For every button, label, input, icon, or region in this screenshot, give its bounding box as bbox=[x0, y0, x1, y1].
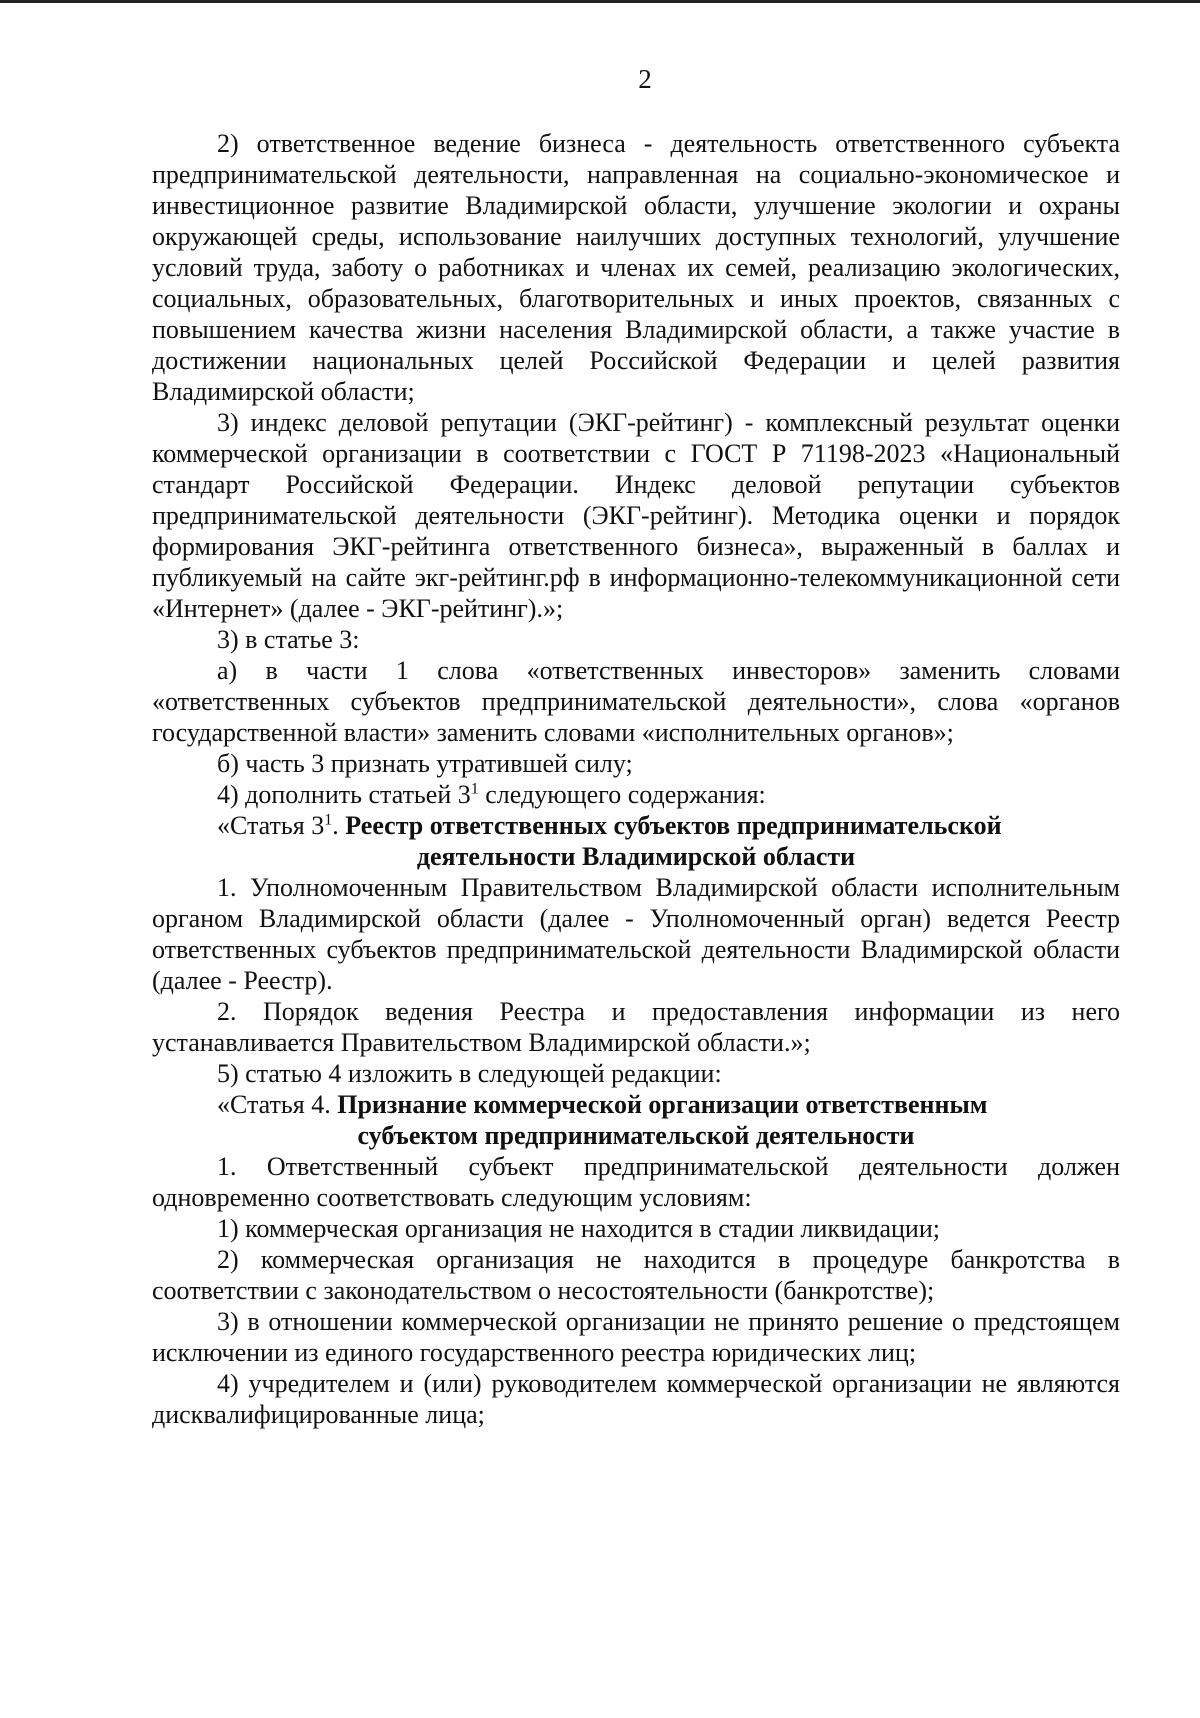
paragraph-registry-2: 2. Порядок ведения Реестра и предоставления информации из него устанавливается Правительством Владимирской области.»; bbox=[152, 997, 1120, 1057]
article-4-title: Признание коммерческой организации ответственным bbox=[337, 1090, 988, 1119]
add-article-text-end: следующего содержания: bbox=[478, 780, 766, 809]
document-body bbox=[152, 128, 1120, 1430]
add-article-superscript: 1 bbox=[470, 780, 479, 798]
paragraph-condition-2: 2) коммерческая организация не находится в процедуре банкротства в соответствии с законодательством о несостоятельности (банкротстве); bbox=[152, 1245, 1120, 1305]
paragraph-ekg-rating: 3) индекс деловой репутации (ЭКГ-рейтинг) - комплексный результат оценки коммерческой организации в соответствии с ГОСТ Р 71198-2023 «Национальный стандарт Российской Федерации. Индекс деловой репутации субъектов предпринимательской деятельности (ЭКГ-рейтинг). Методика оценки и порядок формирования ЭКГ-рейтинга ответственного бизнеса», выраженный в баллах и публикуемый на сайте экг-рейтинг.рф в информационно-телекоммуникационной сети «Интернет» (далее - ЭКГ-рейтинг).»; bbox=[152, 408, 1120, 623]
article-31-dot: . bbox=[332, 811, 346, 840]
top-border-line bbox=[0, 0, 1200, 3]
page-number: 2 bbox=[638, 64, 652, 94]
article-31-title: Реестр ответственных субъектов предпринимательской bbox=[345, 811, 1002, 840]
paragraph-condition-3: 3) в отношении коммерческой организации не принято решение о предстоящем исключении из единого государственного реестра юридических лиц; bbox=[152, 1307, 1120, 1367]
paragraph-article-3: 3) в статье 3: bbox=[217, 625, 360, 654]
paragraph-add-article-31 bbox=[152, 779, 1120, 810]
article-31-prefix: «Статья 3 bbox=[217, 811, 325, 840]
paragraph-registry-1: 1. Уполномоченным Правительством Владимирской области исполнительным органом Владимирской области (далее - Уполномоченный орган) ведется Реестр ответственных субъектов предпринимательской деятельности Владимирской области (далее - Реестр). bbox=[152, 873, 1120, 995]
article-4-heading bbox=[152, 1089, 1120, 1120]
paragraph-conditions-intro: 1. Ответственный субъект предпринимательской деятельности должен одновременно соответствовать следующим условиям: bbox=[152, 1152, 1120, 1212]
article-4-prefix: «Статья 4. bbox=[217, 1090, 338, 1119]
paragraph-part-b: б) часть 3 признать утратившей силу; bbox=[217, 749, 633, 778]
paragraph-condition-4: 4) учредителем и (или) руководителем коммерческой организации не являются дисквалифицированные лица; bbox=[152, 1369, 1120, 1429]
article-31-superscript: 1 bbox=[324, 811, 333, 829]
add-article-text: 4) дополнить статьей 3 bbox=[217, 780, 471, 809]
article-31-title-line2: деятельности Владимирской области bbox=[416, 842, 856, 871]
article-31-heading bbox=[152, 810, 1120, 841]
paragraph-article-4-edit: 5) статью 4 изложить в следующей редакции: bbox=[217, 1059, 722, 1088]
paragraph-condition-1: 1) коммерческая организация не находится в стадии ликвидации; bbox=[217, 1214, 940, 1243]
paragraph-part-a: а) в части 1 слова «ответственных инвесторов» заменить словами «ответственных субъектов предпринимательской деятельности», слова «органов государственной власти» заменить словами «исполнительных органов»; bbox=[152, 656, 1120, 747]
article-4-title-line2: субъектом предпринимательской деятельности bbox=[357, 1121, 915, 1150]
paragraph-responsible-business: 2) ответственное ведение бизнеса - деятельность ответственного субъекта предпринимательской деятельности, направленная на социально-экономическое и инвестиционное развитие Владимирской области, улучшение экологии и охраны окружающей среды, использование наилучших доступных технологий, улучшение условий труда, заботу о работниках и членах их семей, реализацию экологических, социальных, образовательных, благотворительных и иных проектов, связанных с повышением качества жизни населения Владимирской области, а также участие в достижении национальных целей Российской Федерации и целей развития Владимирской области; bbox=[152, 129, 1120, 406]
